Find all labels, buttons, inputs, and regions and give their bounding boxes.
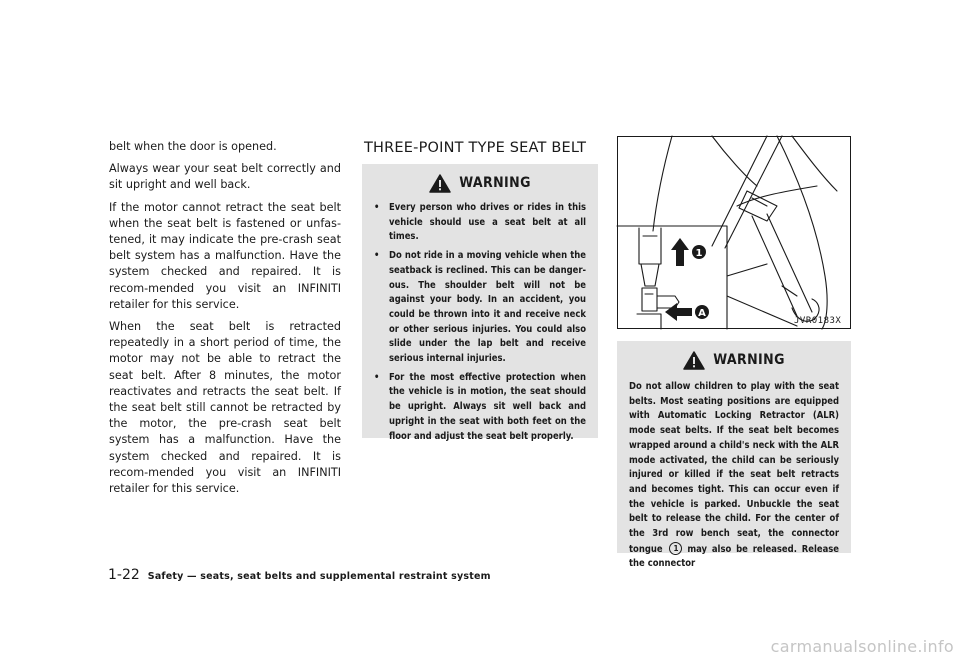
paragraph: Always wear your seat belt correctly and sit upright and well back. [109, 162, 341, 192]
warning-header [617, 351, 851, 370]
paragraph: If the motor cannot retract the seat belt when the seat belt is fastened or unfas-tened, it may indicate the pre-crash seat belt system has a malfunction. Have the system checked and repaired. It is recom-mended you visit an INFINITI retailer for this service. [109, 200, 341, 311]
figure-label-a: A [698, 308, 706, 319]
warning-box-seat-belt [362, 164, 598, 442]
paragraph: When the seat belt is retracted repeatedly in a short period of time, the motor may not be able to retract the seat belt. After 8 minutes, the motor reactivates and retracts the seat belt. If the seat belt still cannot be retracted by the motor, the pre-crash seat belt system has a malfunction. Have the system checked and repaired. It is recom-mended you visit an INFINITI retailer for this service. [109, 320, 341, 496]
warning-title: WARNING [459, 175, 531, 192]
warning-body [617, 380, 851, 572]
warning-list [362, 201, 598, 444]
figure-label-1: 1 [695, 248, 703, 259]
bullet: • [374, 371, 380, 383]
warning-item [374, 371, 586, 445]
section-title: THREE-POINT TYPE SEAT BELT [364, 140, 587, 156]
warning-item-text: Every person who drives or rides in this vehicle should use a seat belt at all times. [389, 202, 586, 243]
warning-item-text: Do not ride in a moving vehicle when the seatback is reclined. This can be danger-ous. The shoulder belt will not be against your body. In an accident, you could be thrown into it and receive neck or other serious injuries. You could also slide under the lap belt and receive serious internal injuries. [389, 250, 586, 365]
watermark: carmanualsonline.info [770, 637, 954, 656]
warning-title: WARNING [713, 352, 785, 369]
left-column [109, 139, 341, 503]
figure-id: JVR0183X [794, 316, 842, 326]
warning-triangle-icon [429, 174, 451, 193]
footer-title: Safety — seats, seat belts and supplemental restraint system [147, 571, 491, 582]
page-number: 1-22 [108, 567, 140, 583]
page-footer [108, 564, 491, 583]
warning-triangle-icon [683, 351, 705, 370]
warning-text: may also be released. Release the connector [629, 543, 840, 570]
warning-item [374, 249, 586, 367]
bullet: • [374, 202, 380, 213]
paragraph: belt when the door is opened. [109, 140, 277, 153]
circled-number: 1 [669, 542, 682, 555]
bullet: • [374, 250, 380, 262]
warning-text: Do not allow children to play with the seat belts. Most seating positions are equipped with Automatic Locking Retractor (ALR) mode seat belts. If the seat belt becomes wrapped around a child's neck with the ALR mode activated, the child can be seriously injured or killed if the seat belt retracts and becomes tight. This can occur even if the vehicle is parked. Unbuckle the seat belt to release the child. For the center of the 3rd row bench seat, the connector tongue [629, 381, 839, 555]
warning-item [374, 201, 586, 245]
warning-box-children [617, 341, 851, 570]
warning-header [362, 174, 598, 193]
warning-item-text: For the most effective protection when the vehicle is in motion, the seat should be upright. Always sit well back and upright in the seat with both feet on the floor and adjust the seat belt properly. [389, 371, 586, 442]
seat-belt-illustration [617, 136, 851, 329]
